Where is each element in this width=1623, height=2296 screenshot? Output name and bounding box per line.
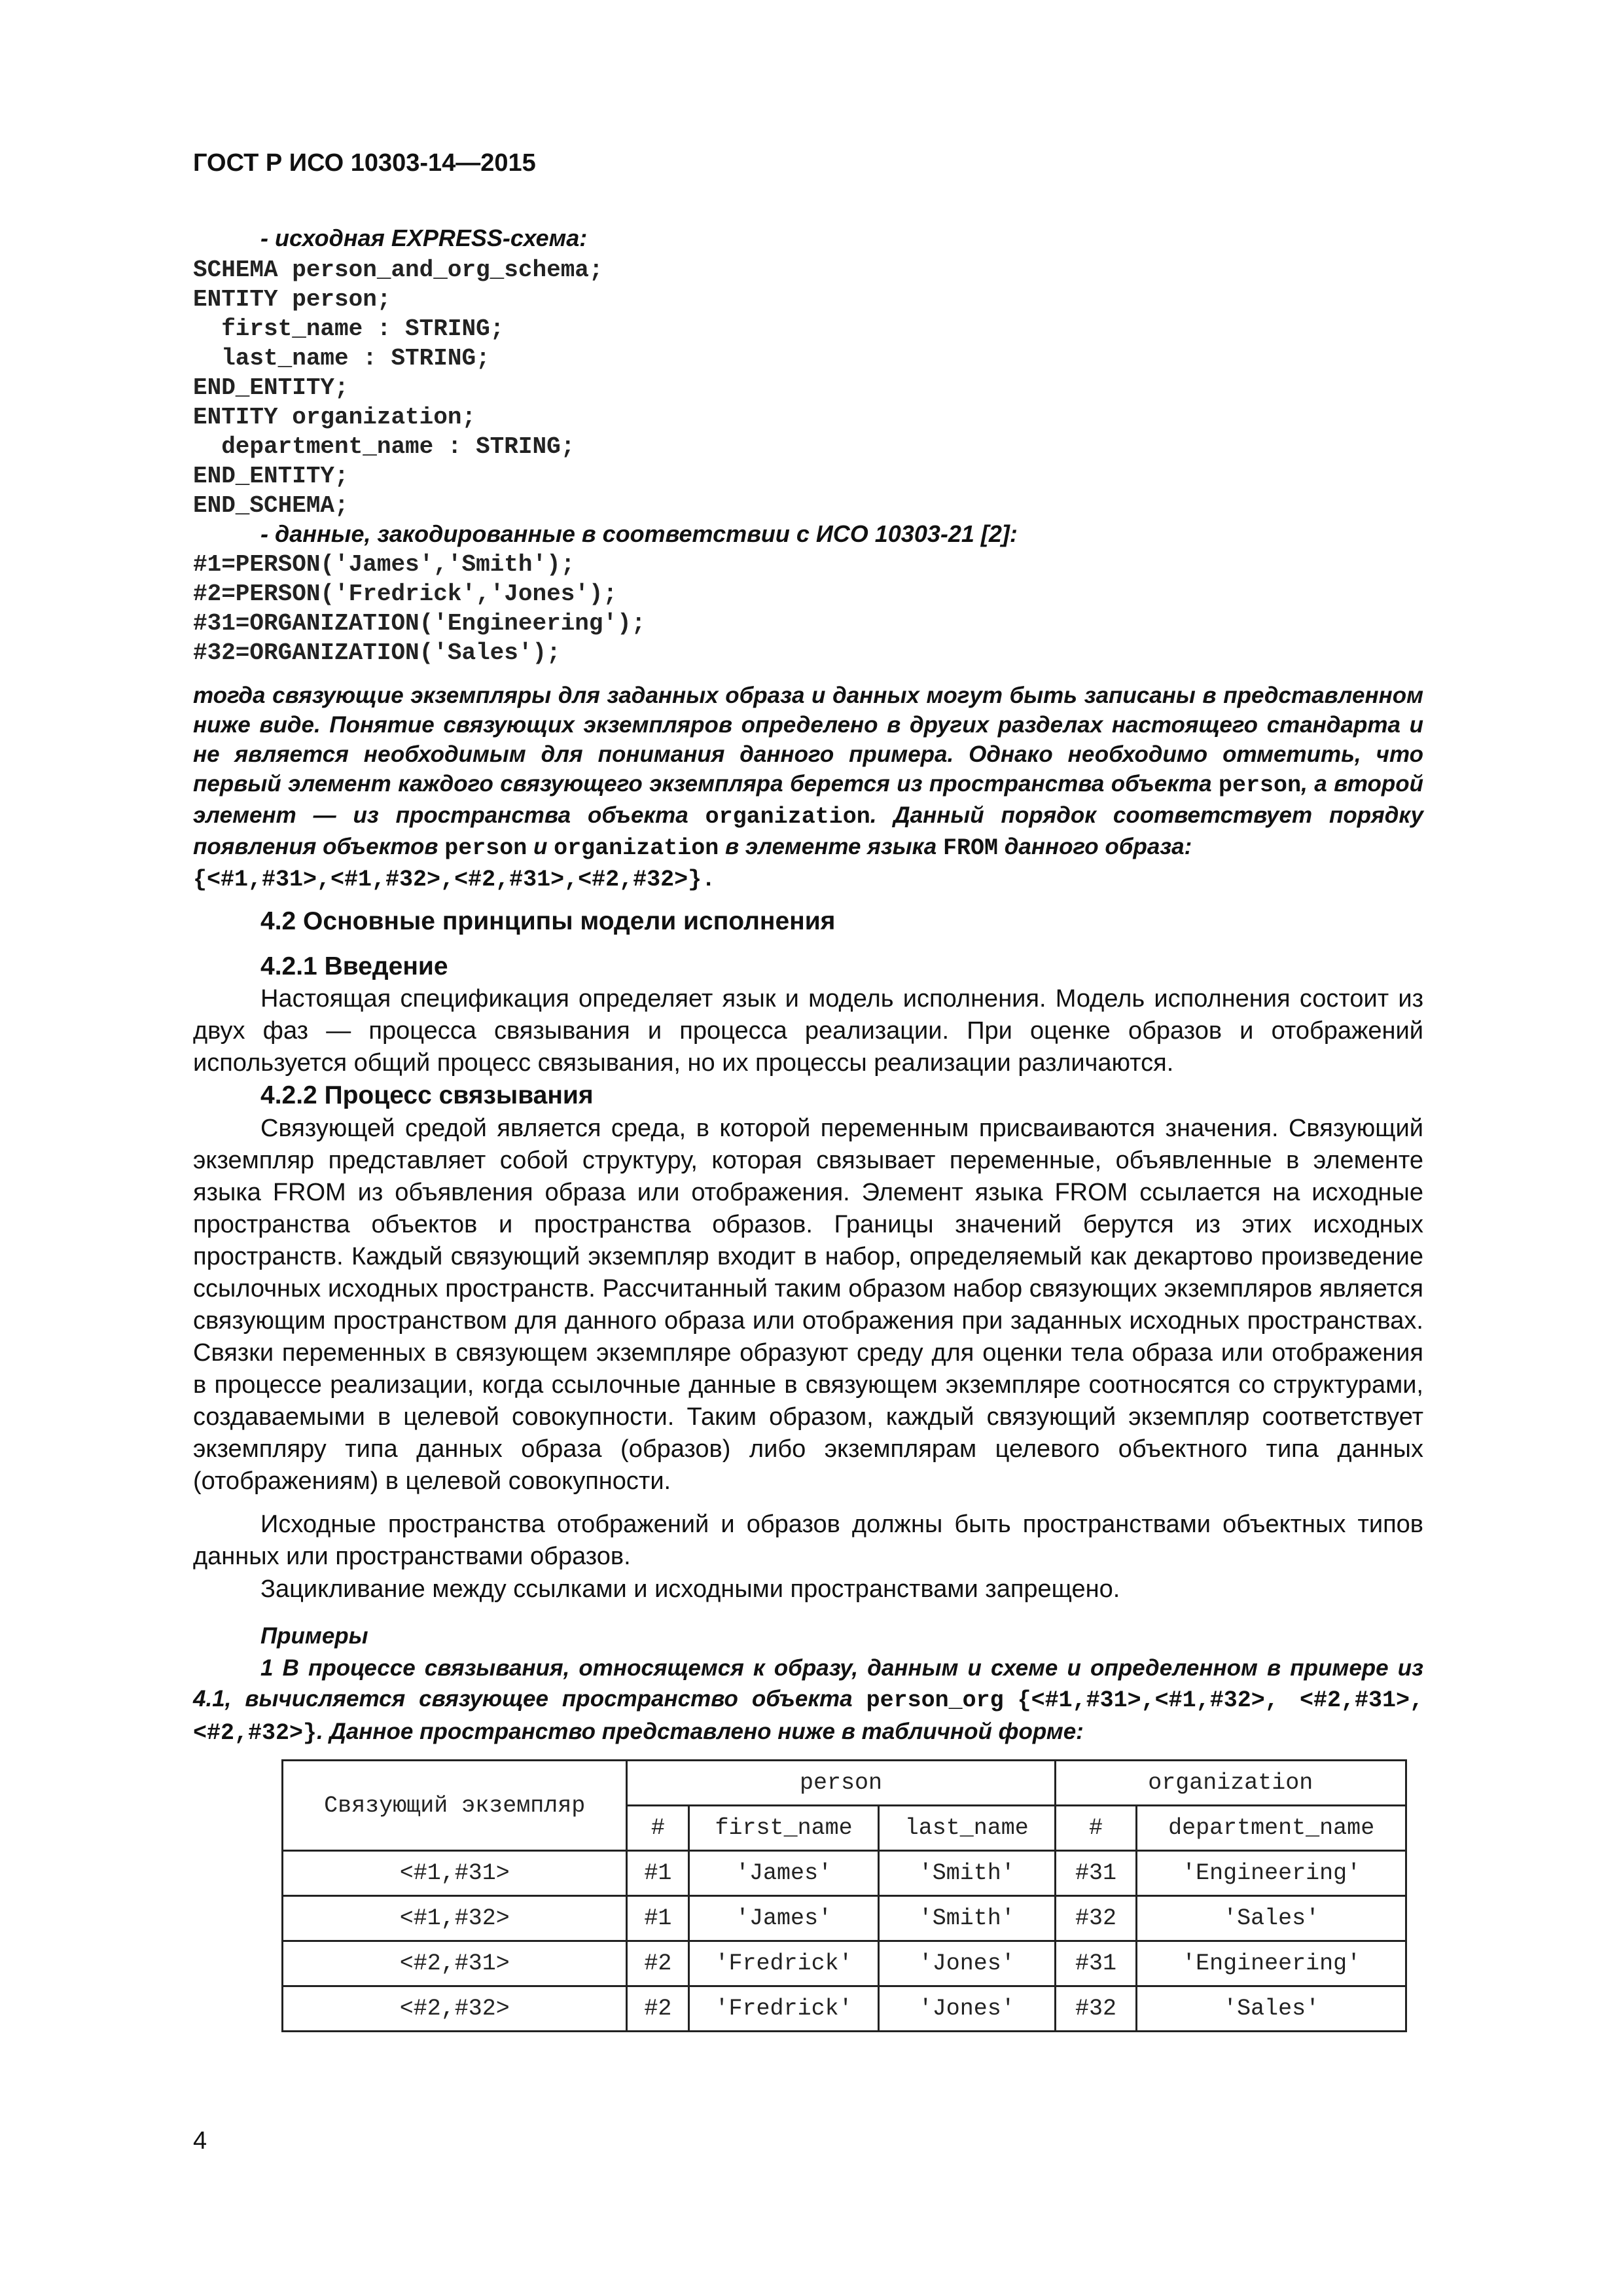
code-line: #32=ORGANIZATION('Sales'); [193,639,561,666]
cell: #2 [627,1941,689,1986]
table-row [283,1851,1406,1896]
cell: #1 [627,1851,689,1896]
table-row [283,1896,1406,1941]
cell: 'James' [689,1896,879,1941]
example-note: тогда связующие экземпляры для заданных образа и данных могут быть записаны в представленном ниже виде. Понятие связующих экземпляров определено в других разделах настоящего стандарта и не является необходимым для понимания данного примера. Однако необходимо отметить, что первый элемент каждого связующего экземпляра берется из пространства объекта person, а второй элемент — из пространства объекта organization. Данный порядок соответствует порядку появления объектов person и organization в элементе языка FROM данного образа: {<#1,#31>,<#1,#32>,<#2,#31>,<#2,#32>}. [193,683,1424,893]
subheader: last_name [878,1806,1055,1851]
table-row [283,1941,1406,1986]
cell: #31 [1055,1851,1137,1896]
section-title: 4.2 Основные принципы модели исполнения [260,907,836,935]
code-line: ENTITY person; [193,286,391,313]
subheader: department_name [1137,1806,1406,1851]
subheader: first_name [689,1806,879,1851]
cell: 'Jones' [878,1941,1055,1986]
cell: #32 [1055,1896,1137,1941]
cell: <#1,#32> [283,1896,627,1941]
code-line: #31=ORGANIZATION('Engineering'); [193,610,646,637]
cell: 'Fredrick' [689,1986,879,2032]
schema-intro: - исходная EXPRESS-схема: [260,224,588,251]
cell: <#1,#31> [283,1851,627,1896]
code-line: SCHEMA person_and_org_schema; [193,257,603,283]
page-number: 4 [193,2127,207,2155]
subheader: # [627,1806,689,1851]
paragraph: Настоящая спецификация определяет язык и модель исполнения. Модель исполнения состоит из двух фаз — процесса связывания и процесса реализации. При оценке образов и отображений используется общий процесс связывания, но их процессы реализации различаются. [193,985,1423,1077]
cell: 'Fredrick' [689,1941,879,1986]
cell: 'James' [689,1851,879,1896]
cell: 'Engineering' [1137,1851,1406,1896]
cell: 'Smith' [878,1896,1055,1941]
subsection-title: 4.2.1 Введение [260,952,448,980]
table-row [283,1986,1406,2032]
examples-title: Примеры [260,1623,368,1649]
code-line: END_ENTITY; [193,374,349,401]
cell: 'Sales' [1137,1896,1406,1941]
cell: <#2,#31> [283,1941,627,1986]
cell: <#2,#32> [283,1986,627,2032]
example-text: 1 В процессе связывания, относящемся к образу, данным и схеме и определенном в примере из 4.1, вычисляется связующее пространство объекта person_org {<#1,#31>,<#1,#32>, <#2,#31>,<#2,#32>}. Данное пространство представлено ниже в табличной форме: [193,1655,1423,1746]
code-line: END_ENTITY; [193,463,349,490]
cell: #31 [1055,1941,1137,1986]
cell: 'Engineering' [1137,1941,1406,1986]
code-line: first_name : STRING; [193,315,505,342]
cell: #32 [1055,1986,1137,2032]
header-organization: organization [1055,1761,1406,1806]
cell: 'Jones' [878,1986,1055,2032]
cell: 'Sales' [1137,1986,1406,2032]
code-line: END_SCHEMA; [193,492,349,519]
subheader: # [1055,1806,1137,1851]
cell: 'Smith' [878,1851,1055,1896]
code-line: department_name : STRING; [193,433,575,460]
data-intro: - данные, закодированные в соответствии с ИСО 10303-21 [2]: [260,520,1018,547]
subsection-title: 4.2.2 Процесс связывания [260,1081,594,1109]
code-line: #2=PERSON('Fredrick','Jones'); [193,581,618,607]
paragraph: Связующей средой является среда, в которой переменным присваиваются значения. Связующий экземпляр представляет собой структуру, которая связывает переменные, объявленные в элементе языка FROM из объявления образа или отображения. Элемент языка FROM ссылается на исходные пространства объектов и пространства образов. Границы значений берутся из этих исходных пространств. Каждый связующий экземпляр входит в набор, определяемый как декартово произведение ссылочных исходных пространств. Рассчитанный таким образом набор связующих экземпляров является связующим пространством для данного образа или отображения при заданных исходных пространствах. Связки переменных в связующем экземпляре образуют среду для оценки тела образа или отображения в процессе реализации, когда ссылочные данные в связующем экземпляре соотносятся со структурами, создаваемыми в целевой совокупности. Таким образом, каждый связующий экземпляр соответствует экземпляру типа данных образа (образов) либо экземплярам целевого объектного типа данных (отображениям) в целевой совокупности. [193,1115,1423,1495]
document-header: ГОСТ Р ИСО 10303-14—2015 [193,149,536,177]
header-binding: Связующий экземпляр [283,1761,627,1851]
cell: #2 [627,1986,689,2032]
cell: #1 [627,1896,689,1941]
header-person: person [627,1761,1055,1806]
code-line: #1=PERSON('James','Smith'); [193,551,575,578]
paragraph: Исходные пространства отображений и образов должны быть пространствами объектных типов данных или пространствами образов. [193,1511,1423,1570]
code-line: last_name : STRING; [193,345,490,372]
paragraph: Зацикливание между ссылками и исходными пространствами запрещено. [260,1575,1120,1603]
code-line: ENTITY organization; [193,404,476,431]
binding-table [281,1759,1407,2032]
